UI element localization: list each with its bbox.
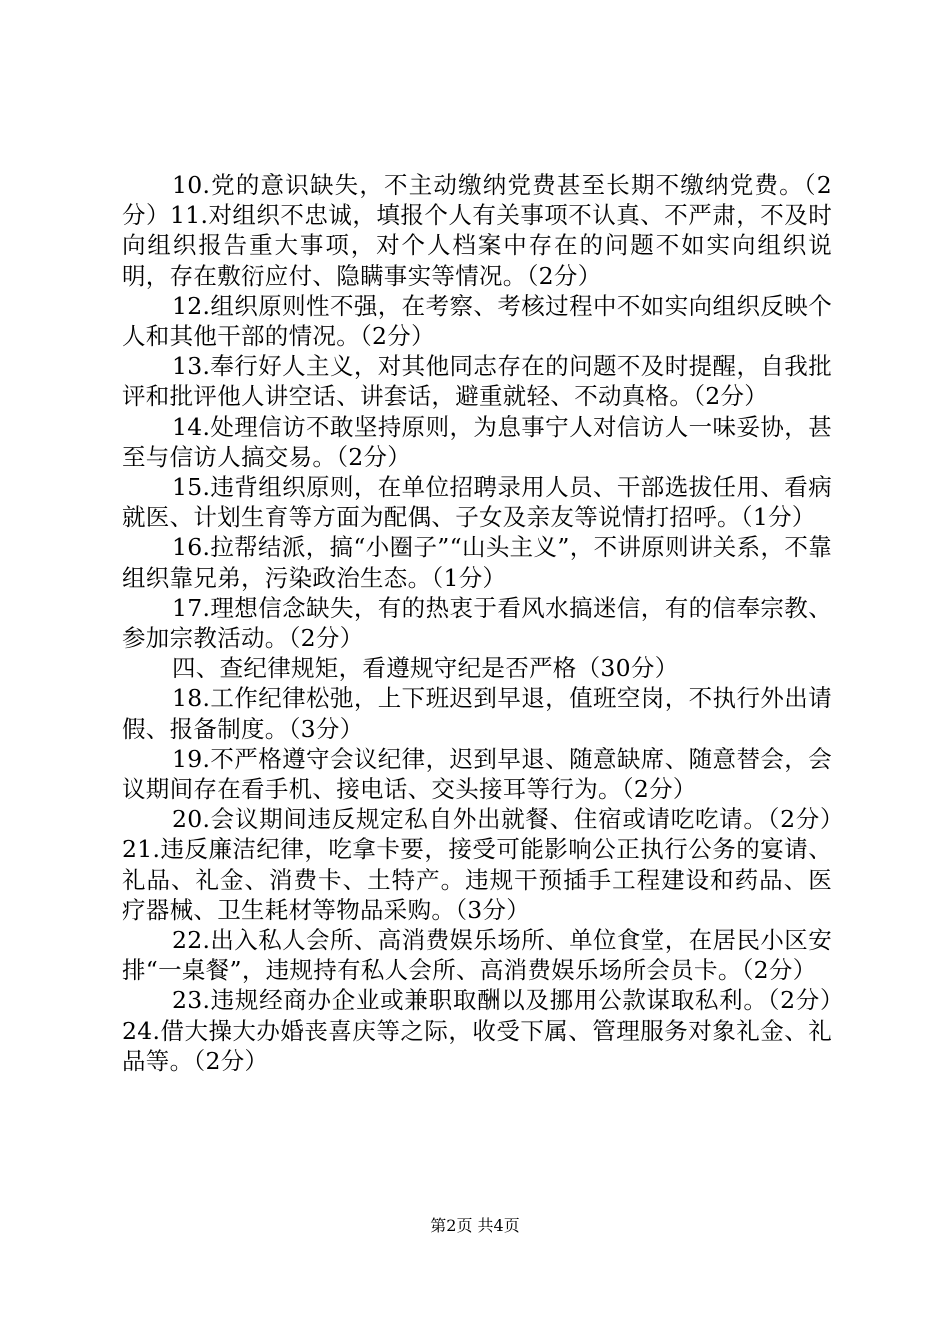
page-footer: [0, 1213, 950, 1236]
paragraph-item-19: 19.不严格遵守会议纪律，迟到早退、随意缺席、随意替会，会议期间存在看手机、接电话、交头接耳等行为。（2分）: [122, 744, 832, 804]
paragraph-item-23-24: 23.违规经商办企业或兼职取酬以及挪用公款谋取私利。（2分）24.借大操大办婚丧喜庆等之际，收受下属、管理服务对象礼金、礼品等。（2分）: [122, 986, 832, 1075]
paragraph-item-15: 15.违背组织原则，在单位招聘录用人员、干部选拔任用、看病就医、计划生育等方面为配偶、子女及亲友等说情打招呼。（1分）: [122, 473, 832, 532]
document-body: [122, 170, 832, 1076]
paragraph-item-16: 16.拉帮结派，搞“小圈子”“山头主义”，不讲原则讲关系，不靠组织靠兄弟，污染政治生态。（1分）: [122, 533, 832, 592]
paragraph-item-17: 17.理想信念缺失，有的热衷于看风水搞迷信，有的信奉宗教、参加宗教活动。（2分）: [122, 593, 832, 653]
paragraph-item-13: 13.奉行好人主义，对其他同志存在的问题不及时提醒，自我批评和批评他人讲空话、讲套话，避重就轻、不动真格。（2分）: [122, 352, 832, 411]
section-heading-discipline: 四、查纪律规矩，看遵规守纪是否严格（30分）: [172, 654, 679, 683]
paragraph-item-18: 18.工作纪律松弛，上下班迟到早退，值班空岗，不执行外出请假、报备制度。（3分）: [122, 684, 832, 743]
paragraph-item-22: 22.出入私人会所、高消费娱乐场所、单位食堂，在居民小区安排“一桌餐”，违规持有私人会所、高消费娱乐场所会员卡。（2分）: [122, 926, 832, 985]
paragraph-item-14: 14.处理信访不敢坚持原则，为息事宁人对信访人一味妥协，甚至与信访人搞交易。（2分）: [122, 412, 832, 471]
paragraph-item-10-11: 10.党的意识缺失，不主动缴纳党费甚至长期不缴纳党费。（2分）11.对组织不忠诚，填报个人有关事项不认真、不严肃，不及时向组织报告重大事项，对个人档案中存在的问题不如实向组织说明，存在敷衍应付、隐瞒事实等情况。（2分）: [122, 171, 832, 290]
paragraph-item-20-21: 20.会议期间违反规定私自外出就餐、住宿或请吃吃请。（2分）21.违反廉洁纪律，吃拿卡要，接受可能影响公正执行公务的宴请、礼品、礼金、消费卡、土特产。违规干预插手工程建设和药品、医疗器械、卫生耗材等物品采购。（3分）: [122, 805, 832, 924]
page-number: 第2页 共4页: [430, 1216, 520, 1235]
paragraph-item-12: 12.组织原则性不强，在考察、考核过程中不如实向组织反映个人和其他干部的情况。（2分）: [122, 291, 832, 351]
